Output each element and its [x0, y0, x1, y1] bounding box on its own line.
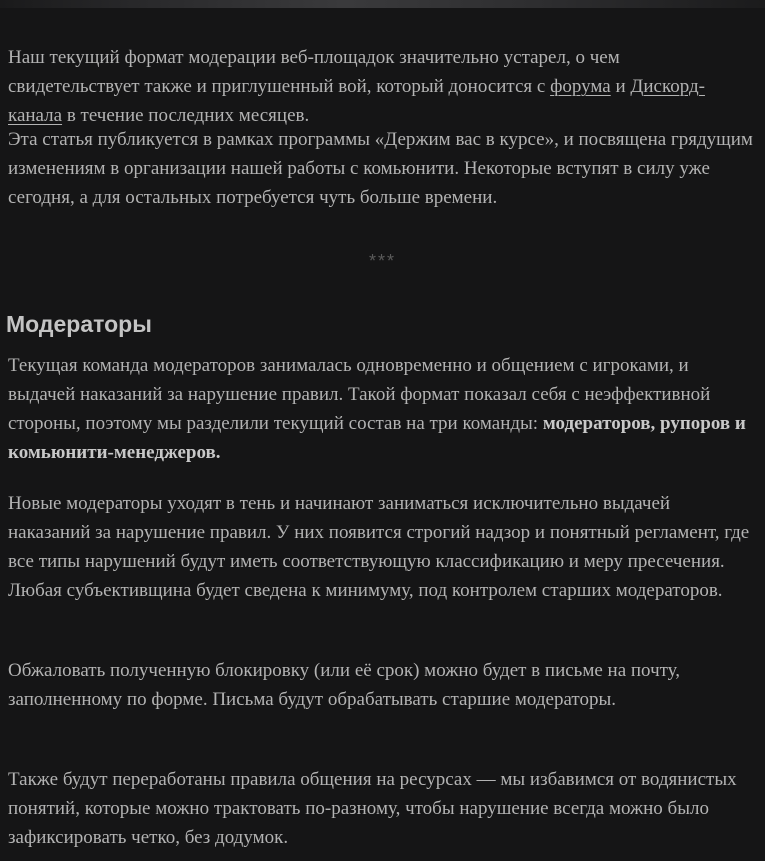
forum-link[interactable]: форума: [550, 76, 611, 97]
intro-text-and: и: [610, 76, 631, 97]
section-separator: ***: [368, 251, 396, 271]
appeal-paragraph: Обжаловать полученную блокировку (или её срок) можно будет в письме на почту, заполненному по форме. Письма будут обрабатывать старшие модераторы.: [8, 660, 681, 710]
team-split-bold: модераторов, рупоров и комьюнити-менеджеров.: [8, 413, 746, 463]
intro-text: Наш текущий формат модерации веб-площадок значительно устарел, о чем свидетельствует также и приглушенный вой, который доносится с: [8, 47, 620, 97]
discord-channel-link[interactable]: Дискорд-канала: [8, 76, 705, 126]
new-moderators-paragraph: Новые модераторы уходят в тень и начинают заниматься исключительно выдачей наказаний за нарушение правил. У них появится строгий надзор и понятный регламент, где все типы нарушений будут иметь соответствующую классификацию и меру пресечения. Любая субъективщина будет сведена к минимуму, под контролем старших модераторов.: [8, 493, 750, 601]
rules-paragraph: Также будут переработаны правила общения на ресурсах — мы избавимся от водянистых понятий, которые можно трактовать по-разному, чтобы нарушение всегда можно было зафиксировать четко, без додумок.: [8, 769, 737, 848]
intro-paragraph: [8, 43, 753, 130]
program-paragraph: Эта статья публикуется в рамках программы «Держим вас в курсе», и посвящена грядущим изменениям в организации нашей работы с комьюнити. Некоторые вступят в силу уже сегодня, а для остальных потребуется чуть больше времени.: [8, 129, 753, 208]
team-split-text: Текущая команда модераторов занималась одновременно и общением с игроками, и выдачей наказаний за нарушение правил. Такой формат показал себя с неэффективной стороны, поэтому мы разделили текущий состав на три команды:: [8, 355, 711, 434]
intro-text-end: в течение последних месяцев.: [62, 105, 310, 126]
moderators-heading: Модераторы: [6, 311, 152, 337]
team-split-paragraph: [8, 351, 753, 467]
header-image-edge: [0, 0, 765, 8]
